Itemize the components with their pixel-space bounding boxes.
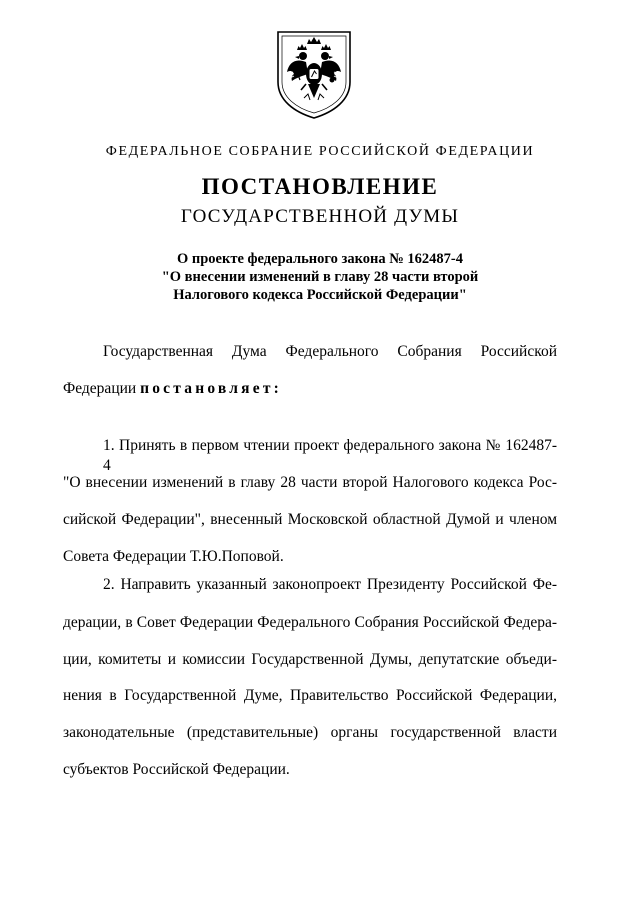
document-subtitle: ГОСУДАРСТВЕННОЙ ДУМЫ (180, 206, 460, 227)
paragraph-2-line: 2. Направить указанный законопроект Президенту Российской Фе- (103, 576, 557, 593)
paragraph-2-line: дерации, в Совет Федерации Федерального Собрания Российской Федера- (63, 614, 557, 631)
paragraph-1-line: сийской Федерации", внесенный Московской областной Думой и членом (63, 511, 557, 528)
paragraph-2-line: законодательные (представительные) органы государственной власти (63, 724, 557, 741)
subject-line: О проекте федерального закона № 162487-4 (176, 251, 464, 267)
paragraph-2-line: нения в Государственной Думе, Правительство Российской Федерации, (63, 687, 557, 704)
preamble-line (63, 379, 557, 399)
subject-line: Налогового кодекса Российской Федерации" (173, 287, 467, 303)
paragraph-2-line: ции, комитеты и комиссии Государственной Думы, депутатские объеди- (63, 651, 557, 668)
paragraph-1-line: "О внесении изменений в главу 28 части второй Налогового кодекса Рос- (63, 474, 557, 491)
preamble-line: Государственная Дума Федерального Собрания Российской (103, 343, 557, 360)
paragraph-2-line: субъектов Российской Федерации. (63, 761, 290, 778)
state-emblem (272, 28, 356, 120)
paragraph-1-line: Совета Федерации Т.Ю.Поповой. (63, 548, 284, 565)
organization-name: ФЕДЕРАЛЬНОЕ СОБРАНИЕ РОССИЙСКОЙ ФЕДЕРАЦИИ (105, 144, 535, 159)
double-headed-eagle-icon (272, 28, 356, 120)
preamble-text: Федерации (63, 380, 141, 397)
resolves-word: постановляет: (140, 380, 282, 397)
document-title: ПОСТАНОВЛЕНИЕ (201, 174, 439, 199)
document-subject (0, 250, 640, 304)
paragraph-1-line: 1. Принять в первом чтении проект федерального закона № 162487-4 (103, 437, 557, 474)
subject-line: "О внесении изменений в главу 28 части второй (161, 269, 479, 285)
